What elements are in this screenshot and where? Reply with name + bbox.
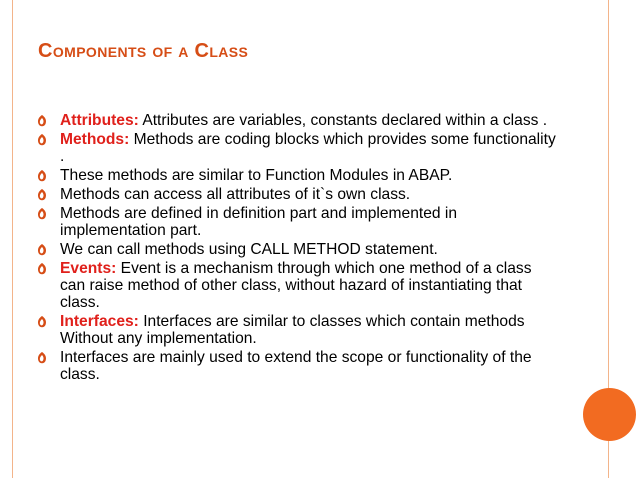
bullet-text: Methods are defined in definition part and implemented in implementation part.	[60, 205, 458, 239]
bullet-text: Event is a mechanism through which one method of a class can raise method of other class, without hazard of instantiating that class.	[60, 260, 532, 311]
bullet-text: Interfaces are similar to classes which contain methods Without any implementation.	[60, 313, 525, 347]
bullet-term: Interfaces:	[60, 313, 139, 330]
bullet-text: Methods are coding blocks which provides some functionality .	[60, 131, 556, 165]
bullet-list	[36, 112, 556, 385]
wingding-bullet-icon	[36, 314, 48, 330]
bullet-item	[36, 260, 556, 311]
bullet-term: Events:	[60, 260, 117, 277]
bullet-text: Interfaces are mainly used to extend the scope or functionality of the class.	[60, 349, 532, 383]
wingding-bullet-icon	[36, 187, 48, 203]
bullet-term: Methods:	[60, 131, 130, 148]
bullet-item	[36, 167, 556, 184]
wingding-bullet-icon	[36, 206, 48, 222]
bullet-item	[36, 349, 556, 383]
bullet-term: Attributes:	[60, 112, 139, 129]
frame-left-line	[12, 0, 13, 478]
bullet-item	[36, 131, 556, 165]
bullet-item	[36, 313, 556, 347]
wingding-bullet-icon	[36, 113, 48, 129]
slide-title: COMPONENTS OF A CLASS	[38, 40, 249, 62]
wingding-bullet-icon	[36, 261, 48, 277]
wingding-bullet-icon	[36, 132, 48, 148]
accent-circle	[583, 388, 636, 441]
bullet-item	[36, 112, 556, 129]
wingding-bullet-icon	[36, 168, 48, 184]
bullet-item	[36, 241, 556, 258]
bullet-text: Methods can access all attributes of it`s own class.	[60, 186, 411, 203]
bullet-text: We can call methods using CALL METHOD statement.	[60, 241, 438, 258]
wingding-bullet-icon	[36, 350, 48, 366]
bullet-item	[36, 186, 556, 203]
bullet-item	[36, 205, 556, 239]
wingding-bullet-icon	[36, 242, 48, 258]
bullet-text: These methods are similar to Function Modules in ABAP.	[60, 167, 453, 184]
bullet-text: Attributes are variables, constants declared within a class .	[138, 112, 548, 129]
